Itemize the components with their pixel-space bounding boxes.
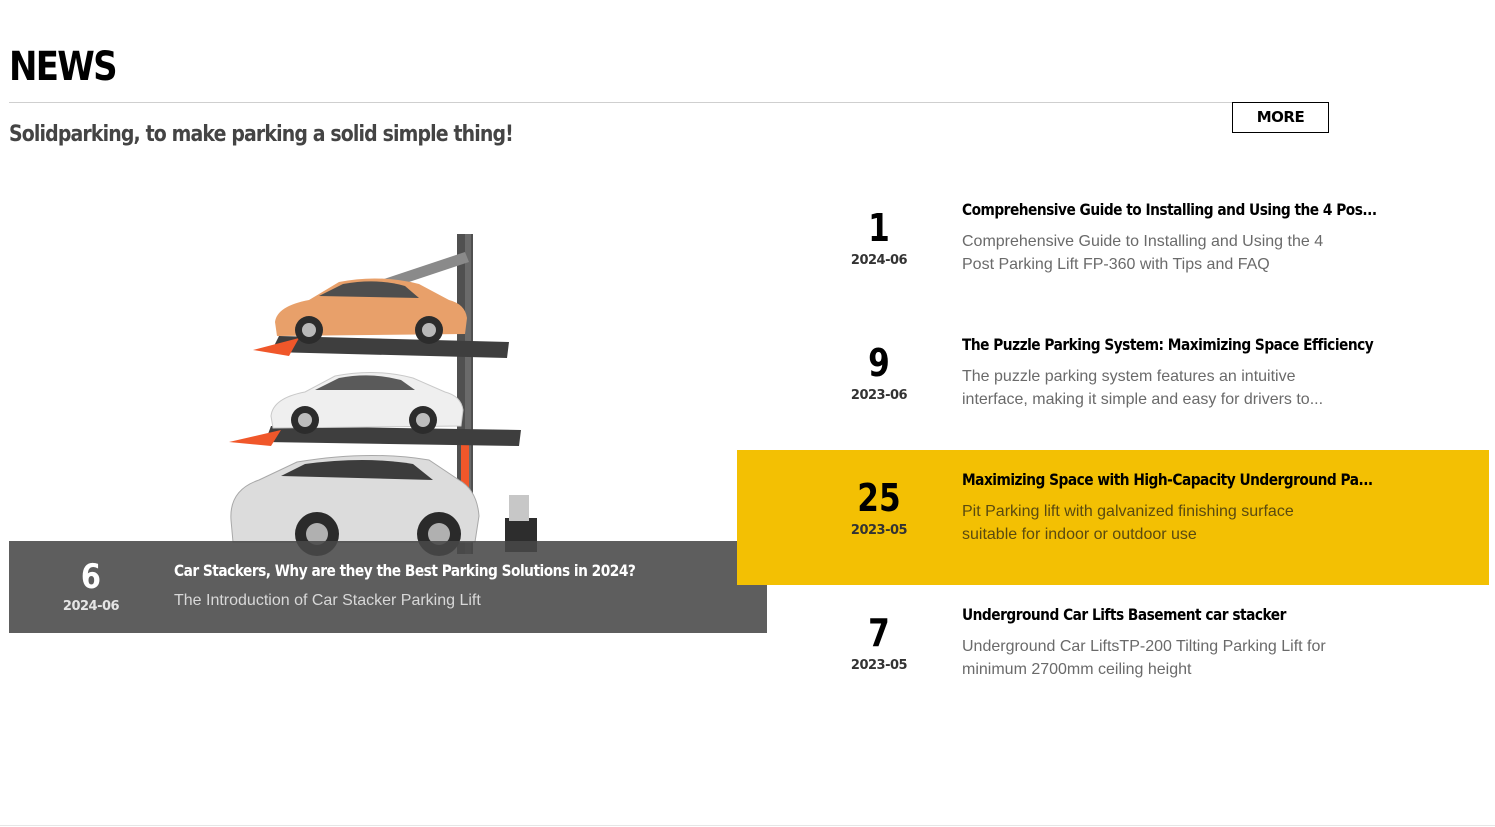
featured-news-card[interactable]: [9, 190, 767, 633]
news-item-3[interactable]: [737, 450, 1489, 585]
news-item-4[interactable]: [737, 585, 1489, 720]
news-item-2[interactable]: [737, 315, 1489, 450]
featured-news-date: 2024-06: [62, 599, 120, 614]
news-title[interactable]: Maximizing Space with High-Capacity Underground Pa...: [962, 470, 1373, 489]
more-button[interactable]: MORE: [1232, 102, 1329, 133]
section-bottom-divider: [0, 825, 1495, 826]
featured-news-caption: [9, 541, 767, 633]
news-description: Comprehensive Guide to Installing and Using the 4 Post Parking Lift FP-360 with Tips and FAQ: [962, 233, 1324, 273]
news-description: The puzzle parking system features an intuitive interface, making it simple and easy for drivers to...: [962, 368, 1324, 408]
news-title[interactable]: The Puzzle Parking System: Maximizing Space Efficiency: [962, 335, 1374, 354]
section-title: NEWS: [9, 44, 116, 90]
news-day: 1: [868, 206, 890, 250]
news-day: 9: [868, 341, 890, 385]
featured-news-description: The Introduction of Car Stacker Parking Lift: [174, 592, 481, 609]
news-title[interactable]: Comprehensive Guide to Installing and Using the 4 Pos...: [962, 200, 1377, 219]
news-date: 2024-06: [850, 253, 908, 268]
news-day: 7: [868, 611, 890, 655]
news-day: 25: [857, 476, 901, 520]
news-date: 2023-05: [850, 658, 908, 673]
section-subtitle: Solidparking, to make parking a solid simple thing!: [9, 122, 513, 147]
news-description: Underground Car LiftsTP-200 Tilting Parking Lift for minimum 2700mm ceiling height: [962, 638, 1326, 678]
news-item-1[interactable]: [737, 180, 1489, 315]
news-title[interactable]: Underground Car Lifts Basement car stacker: [962, 605, 1286, 624]
featured-news-title[interactable]: Car Stackers, Why are they the Best Parking Solutions in 2024?: [174, 561, 636, 580]
news-date: 2023-05: [850, 523, 908, 538]
title-divider: [9, 102, 1329, 103]
news-description: Pit Parking lift with galvanized finishing surface suitable for indoor or outdoor use: [962, 503, 1294, 543]
featured-news-day: 6: [80, 557, 102, 597]
news-date: 2023-06: [850, 388, 908, 403]
